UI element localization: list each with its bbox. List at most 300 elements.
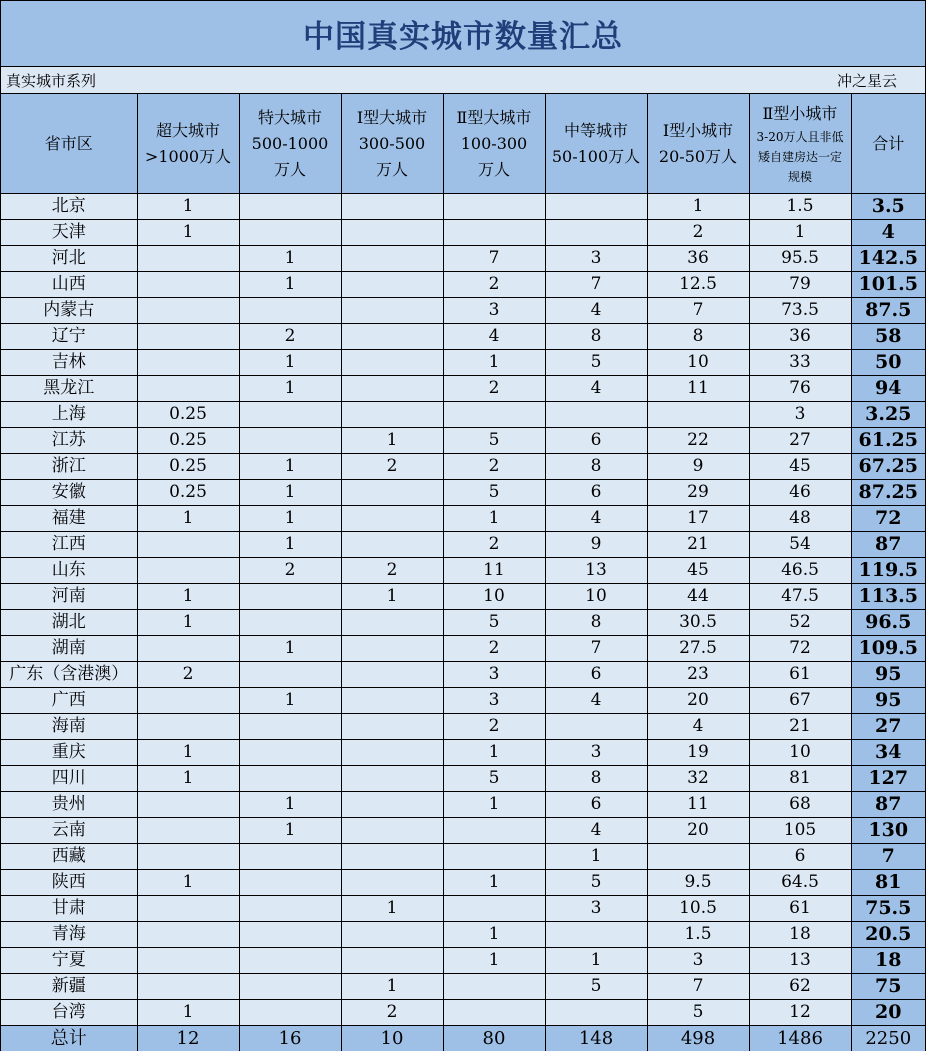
province-cell: 福建 <box>1 506 137 532</box>
count-cell <box>137 896 239 922</box>
column-header <box>341 94 443 194</box>
count-cell <box>341 402 443 428</box>
count-cell: 46 <box>749 480 851 506</box>
count-cell: 64.5 <box>749 870 851 896</box>
count-cell <box>341 740 443 766</box>
count-cell: 11 <box>647 792 749 818</box>
count-cell: 1 <box>443 922 545 948</box>
count-cell <box>137 714 239 740</box>
count-cell: 105 <box>749 818 851 844</box>
count-cell <box>341 298 443 324</box>
count-cell <box>341 766 443 792</box>
count-cell <box>647 844 749 870</box>
province-cell: 河北 <box>1 246 137 272</box>
count-cell <box>545 1000 647 1026</box>
table-row <box>1 532 925 558</box>
header-line: >1000万人 <box>144 146 232 166</box>
count-cell: 10 <box>545 584 647 610</box>
count-cell: 1 <box>443 506 545 532</box>
province-cell: 安徽 <box>1 480 137 506</box>
row-total-cell: 7 <box>851 844 925 870</box>
table-row <box>1 298 925 324</box>
table-row <box>1 194 925 220</box>
count-cell <box>341 818 443 844</box>
count-cell: 2 <box>137 662 239 688</box>
count-cell: 10 <box>749 740 851 766</box>
row-total-cell: 18 <box>851 948 925 974</box>
count-cell: 32 <box>647 766 749 792</box>
header-line: 100-300 <box>460 133 528 153</box>
count-cell: 1 <box>443 948 545 974</box>
row-total-cell: 61.25 <box>851 428 925 454</box>
row-total-cell: 27 <box>851 714 925 740</box>
table-row <box>1 584 925 610</box>
count-cell <box>545 220 647 246</box>
count-cell: 6 <box>545 428 647 454</box>
count-cell <box>341 922 443 948</box>
count-cell <box>341 376 443 402</box>
table-row <box>1 558 925 584</box>
count-cell: 23 <box>647 662 749 688</box>
count-cell <box>239 298 341 324</box>
row-total-cell: 72 <box>851 506 925 532</box>
header-line: 万人 <box>273 159 306 179</box>
count-cell: 2 <box>443 714 545 740</box>
count-cell <box>137 818 239 844</box>
count-cell: 8 <box>545 610 647 636</box>
count-cell: 12.5 <box>647 272 749 298</box>
count-cell: 1 <box>239 376 341 402</box>
province-cell: 西藏 <box>1 844 137 870</box>
count-cell: 3 <box>545 896 647 922</box>
row-total-cell: 67.25 <box>851 454 925 480</box>
province-cell: 湖北 <box>1 610 137 636</box>
header-line: 中等城市 <box>563 120 628 140</box>
count-cell: 33 <box>749 350 851 376</box>
count-cell: 52 <box>749 610 851 636</box>
column-header <box>137 94 239 194</box>
count-cell: 5 <box>545 350 647 376</box>
count-cell: 1 <box>137 740 239 766</box>
count-cell <box>341 220 443 246</box>
table-row <box>1 246 925 272</box>
count-cell: 62 <box>749 974 851 1000</box>
count-cell <box>239 194 341 220</box>
count-cell: 1 <box>239 636 341 662</box>
count-cell: 6 <box>749 844 851 870</box>
count-cell: 1 <box>137 870 239 896</box>
column-header <box>239 94 341 194</box>
count-cell: 0.25 <box>137 402 239 428</box>
header-row <box>1 94 925 194</box>
count-cell: 36 <box>647 246 749 272</box>
table-row <box>1 740 925 766</box>
count-cell: 4 <box>443 324 545 350</box>
province-cell: 宁夏 <box>1 948 137 974</box>
count-cell <box>341 272 443 298</box>
summary-row <box>1 1026 925 1051</box>
table-body <box>1 194 925 1051</box>
column-header <box>443 94 545 194</box>
table-row <box>1 870 925 896</box>
count-cell <box>341 870 443 896</box>
summary-cell: 2250 <box>851 1026 925 1051</box>
count-cell: 30.5 <box>647 610 749 636</box>
count-cell <box>545 922 647 948</box>
count-cell: 1 <box>239 792 341 818</box>
count-cell: 2 <box>443 532 545 558</box>
count-cell: 1 <box>749 220 851 246</box>
count-cell <box>341 350 443 376</box>
count-cell: 6 <box>545 662 647 688</box>
table-row <box>1 220 925 246</box>
count-cell <box>443 194 545 220</box>
row-total-cell: 87 <box>851 532 925 558</box>
count-cell <box>341 506 443 532</box>
count-cell: 2 <box>341 1000 443 1026</box>
province-cell: 云南 <box>1 818 137 844</box>
row-total-cell: 50 <box>851 350 925 376</box>
count-cell: 1 <box>341 896 443 922</box>
header-line: 万人 <box>477 159 510 179</box>
row-total-cell: 4 <box>851 220 925 246</box>
count-cell: 18 <box>749 922 851 948</box>
count-cell: 21 <box>749 714 851 740</box>
count-cell: 9 <box>647 454 749 480</box>
count-cell: 4 <box>545 376 647 402</box>
count-cell: 7 <box>545 272 647 298</box>
count-cell <box>545 194 647 220</box>
count-cell: 1 <box>239 454 341 480</box>
count-cell: 8 <box>545 454 647 480</box>
count-cell: 1 <box>239 272 341 298</box>
count-cell: 6 <box>545 480 647 506</box>
summary-cell: 10 <box>341 1026 443 1051</box>
count-cell: 12 <box>749 1000 851 1026</box>
summary-cell: 16 <box>239 1026 341 1051</box>
count-cell: 1 <box>443 350 545 376</box>
table-row <box>1 844 925 870</box>
row-total-cell: 87.5 <box>851 298 925 324</box>
count-cell <box>137 844 239 870</box>
count-cell: 47.5 <box>749 584 851 610</box>
count-cell: 3 <box>443 662 545 688</box>
row-total-cell: 130 <box>851 818 925 844</box>
summary-cell: 1486 <box>749 1026 851 1051</box>
row-total-cell: 113.5 <box>851 584 925 610</box>
header-line: 3-20万人且非低 <box>756 129 844 144</box>
count-cell: 0.25 <box>137 454 239 480</box>
count-cell: 21 <box>647 532 749 558</box>
count-cell: 2 <box>239 558 341 584</box>
row-total-cell: 96.5 <box>851 610 925 636</box>
header-line: 特大城市 <box>257 107 322 127</box>
count-cell: 9 <box>545 532 647 558</box>
count-cell <box>239 584 341 610</box>
province-cell: 海南 <box>1 714 137 740</box>
count-cell <box>137 948 239 974</box>
table-row <box>1 766 925 792</box>
count-cell: 61 <box>749 662 851 688</box>
summary-cell: 148 <box>545 1026 647 1051</box>
summary-cell: 80 <box>443 1026 545 1051</box>
table-row <box>1 974 925 1000</box>
city-count-table <box>1 93 925 1051</box>
count-cell <box>341 662 443 688</box>
count-cell <box>443 896 545 922</box>
count-cell: 2 <box>647 220 749 246</box>
count-cell: 1 <box>443 870 545 896</box>
count-cell: 10 <box>443 584 545 610</box>
count-cell <box>341 480 443 506</box>
header-line: 500-1000 <box>251 133 329 153</box>
table-row <box>1 610 925 636</box>
page-title: 中国真实城市数量汇总 <box>1 1 925 67</box>
count-cell: 45 <box>647 558 749 584</box>
province-cell: 天津 <box>1 220 137 246</box>
count-cell: 2 <box>443 636 545 662</box>
province-cell: 内蒙古 <box>1 298 137 324</box>
row-total-cell: 20 <box>851 1000 925 1026</box>
summary-label: 总计 <box>1 1026 137 1051</box>
table-row <box>1 272 925 298</box>
count-cell: 1 <box>239 480 341 506</box>
count-cell: 1 <box>239 506 341 532</box>
table-row <box>1 402 925 428</box>
count-cell <box>443 220 545 246</box>
count-cell: 13 <box>545 558 647 584</box>
count-cell: 1 <box>443 740 545 766</box>
header-line: 规模 <box>787 169 812 184</box>
count-cell <box>137 974 239 1000</box>
column-header <box>647 94 749 194</box>
count-cell <box>341 636 443 662</box>
count-cell: 10.5 <box>647 896 749 922</box>
table-row <box>1 428 925 454</box>
row-total-cell: 75 <box>851 974 925 1000</box>
count-cell: 72 <box>749 636 851 662</box>
row-total-cell: 3.25 <box>851 402 925 428</box>
table-row <box>1 636 925 662</box>
count-cell: 48 <box>749 506 851 532</box>
count-cell: 20 <box>647 818 749 844</box>
count-cell <box>341 246 443 272</box>
header-line: Ⅰ型小城市 <box>662 120 734 140</box>
count-cell: 68 <box>749 792 851 818</box>
count-cell: 5 <box>545 870 647 896</box>
count-cell: 79 <box>749 272 851 298</box>
count-cell <box>137 376 239 402</box>
row-total-cell: 87 <box>851 792 925 818</box>
province-cell: 青海 <box>1 922 137 948</box>
header-line: 超大城市 <box>155 120 220 140</box>
count-cell <box>341 792 443 818</box>
count-cell <box>137 298 239 324</box>
table-row <box>1 688 925 714</box>
count-cell <box>443 844 545 870</box>
count-cell: 17 <box>647 506 749 532</box>
count-cell: 7 <box>545 636 647 662</box>
count-cell <box>341 844 443 870</box>
table-row <box>1 454 925 480</box>
header-line: 50-100万人 <box>551 146 641 166</box>
count-cell <box>239 428 341 454</box>
count-cell <box>341 194 443 220</box>
province-cell: 陕西 <box>1 870 137 896</box>
count-cell: 46.5 <box>749 558 851 584</box>
count-cell: 4 <box>545 298 647 324</box>
province-cell: 台湾 <box>1 1000 137 1026</box>
count-cell: 73.5 <box>749 298 851 324</box>
province-cell: 广西 <box>1 688 137 714</box>
count-cell <box>137 636 239 662</box>
row-total-cell: 34 <box>851 740 925 766</box>
count-cell: 8 <box>647 324 749 350</box>
count-cell: 19 <box>647 740 749 766</box>
count-cell: 5 <box>647 1000 749 1026</box>
count-cell <box>443 818 545 844</box>
count-cell: 1.5 <box>647 922 749 948</box>
count-cell <box>443 1000 545 1026</box>
count-cell: 8 <box>545 324 647 350</box>
column-header <box>851 94 925 194</box>
count-cell <box>239 402 341 428</box>
count-cell <box>239 948 341 974</box>
count-cell: 36 <box>749 324 851 350</box>
province-cell: 山西 <box>1 272 137 298</box>
row-total-cell: 95 <box>851 688 925 714</box>
count-cell: 4 <box>545 506 647 532</box>
column-header <box>1 94 137 194</box>
count-cell: 1 <box>239 246 341 272</box>
count-cell <box>239 844 341 870</box>
count-cell: 44 <box>647 584 749 610</box>
count-cell: 0.25 <box>137 428 239 454</box>
row-total-cell: 94 <box>851 376 925 402</box>
count-cell <box>239 610 341 636</box>
province-cell: 上海 <box>1 402 137 428</box>
row-total-cell: 75.5 <box>851 896 925 922</box>
count-cell: 3 <box>545 740 647 766</box>
header-line: Ⅱ型大城市 <box>456 107 532 127</box>
count-cell <box>341 610 443 636</box>
count-cell: 11 <box>443 558 545 584</box>
province-cell: 江苏 <box>1 428 137 454</box>
count-cell: 1 <box>341 974 443 1000</box>
province-cell: 甘肃 <box>1 896 137 922</box>
table-row <box>1 922 925 948</box>
count-cell: 5 <box>443 766 545 792</box>
count-cell: 1 <box>341 584 443 610</box>
province-cell: 辽宁 <box>1 324 137 350</box>
row-total-cell: 127 <box>851 766 925 792</box>
count-cell: 5 <box>545 974 647 1000</box>
count-cell: 1.5 <box>749 194 851 220</box>
count-cell: 1 <box>137 766 239 792</box>
count-cell <box>137 532 239 558</box>
table-row <box>1 480 925 506</box>
count-cell: 0.25 <box>137 480 239 506</box>
count-cell: 1 <box>137 1000 239 1026</box>
table-row <box>1 1000 925 1026</box>
summary-cell: 12 <box>137 1026 239 1051</box>
count-cell <box>341 324 443 350</box>
header-line: 省市区 <box>44 133 93 153</box>
count-cell: 1 <box>137 584 239 610</box>
count-cell: 10 <box>647 350 749 376</box>
count-cell <box>137 246 239 272</box>
count-cell: 3 <box>443 298 545 324</box>
count-cell: 3 <box>647 948 749 974</box>
count-cell: 22 <box>647 428 749 454</box>
count-cell <box>341 688 443 714</box>
header-line: 矮自建房达一定 <box>757 149 842 164</box>
province-cell: 河南 <box>1 584 137 610</box>
count-cell: 2 <box>341 454 443 480</box>
province-cell: 新疆 <box>1 974 137 1000</box>
count-cell: 5 <box>443 428 545 454</box>
count-cell: 27.5 <box>647 636 749 662</box>
table-row <box>1 896 925 922</box>
count-cell: 1 <box>137 506 239 532</box>
count-cell: 11 <box>647 376 749 402</box>
row-total-cell: 119.5 <box>851 558 925 584</box>
count-cell <box>137 688 239 714</box>
count-cell: 54 <box>749 532 851 558</box>
count-cell: 2 <box>239 324 341 350</box>
column-header <box>545 94 647 194</box>
count-cell: 67 <box>749 688 851 714</box>
province-cell: 重庆 <box>1 740 137 766</box>
table-row <box>1 662 925 688</box>
province-cell: 四川 <box>1 766 137 792</box>
table-row <box>1 324 925 350</box>
count-cell: 4 <box>545 688 647 714</box>
province-cell: 贵州 <box>1 792 137 818</box>
count-cell: 1 <box>239 350 341 376</box>
row-total-cell: 95 <box>851 662 925 688</box>
count-cell <box>137 324 239 350</box>
row-total-cell: 58 <box>851 324 925 350</box>
province-cell: 江西 <box>1 532 137 558</box>
count-cell: 13 <box>749 948 851 974</box>
count-cell: 2 <box>443 454 545 480</box>
count-cell <box>137 272 239 298</box>
count-cell <box>239 662 341 688</box>
table-row <box>1 350 925 376</box>
table-row <box>1 714 925 740</box>
count-cell: 7 <box>647 298 749 324</box>
count-cell <box>239 922 341 948</box>
count-cell <box>137 792 239 818</box>
province-cell: 广东（含港澳） <box>1 662 137 688</box>
header-line: 合计 <box>872 133 905 153</box>
row-total-cell: 87.25 <box>851 480 925 506</box>
count-cell: 1 <box>647 194 749 220</box>
row-total-cell: 20.5 <box>851 922 925 948</box>
count-cell: 1 <box>137 220 239 246</box>
count-cell: 3 <box>545 246 647 272</box>
count-cell: 20 <box>647 688 749 714</box>
header-line: Ⅱ型小城市 <box>762 103 838 123</box>
count-cell: 2 <box>443 376 545 402</box>
count-cell: 6 <box>545 792 647 818</box>
count-cell <box>137 922 239 948</box>
count-cell: 3 <box>749 402 851 428</box>
row-total-cell: 3.5 <box>851 194 925 220</box>
count-cell <box>239 896 341 922</box>
count-cell: 7 <box>443 246 545 272</box>
